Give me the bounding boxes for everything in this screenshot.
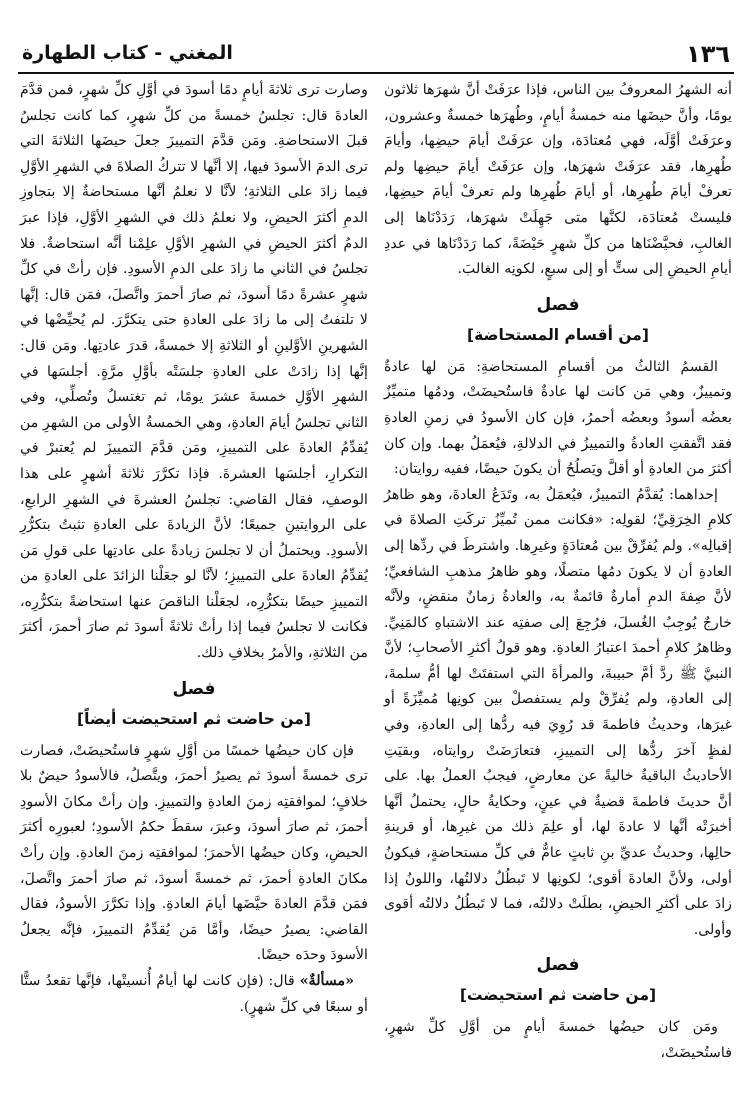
running-title: المغني - كتاب الطهارة	[22, 42, 233, 64]
page-header	[18, 40, 734, 70]
right-column	[384, 78, 732, 1067]
paragraph: أنه الشهرُ المعروفُ بين الناس، فإذا عرَفَتْ أنَّ شهرَها ثلاثون يومًا، وأنَّ حيضَها منه خمسةُ أيامٍ، وطُهرَها خمسةٌ وعشرون، وعرَفَتْ أوَّلَه، فهي مُعتادَة، وإن عرَفَتْ أيامَ حيضِها، وأيامَ طُهرِها، فقد عرَفَتْ شهرَها، وإن عرَفَتْ أيامَ حيضِها ولم تعرفْ أيامَ طُهرِها، أو أيامَ طُهرِها ولم تعرفْ أيامَ حيضِها، فليستْ مُعتادَة، لكنَّها متى جَهِلَتْ شهرَها، رَدَدْنَاها إلى الغالبِ، فحيَّضْنَاها من كلِّ شهرٍ حَيْضَةً، كما رَدَدْنَاها في عددِ أيامِ الحيضِ إلى ستٍّ أو إلى سبعٍ، لكونِه الغالبَ.	[384, 82, 732, 278]
section-subheading: [من حاضت ثم استحيضت أيضاً]	[77, 709, 311, 728]
section-heading: فصل	[536, 955, 580, 976]
section-heading: فصل	[536, 294, 580, 315]
masala-text: قال: (فإن كانت لها أيامٌ أُنسيتْها، فإنَّها تقعدُ ستًّا أو سبعًا في كلِّ شهرٍ).	[20, 973, 368, 1015]
section-heading: فصل	[172, 678, 216, 699]
paragraph	[20, 969, 368, 1020]
section-subheading: [من حاضت ثم استحيضت]	[459, 986, 657, 1005]
paragraph: فإن كان حيضُها خمسًا من أوَّلِ شهرٍ فاستُحيضَتْ، فصارت ترى خمسةً أسودَ ثم يصيرُ أحمرَ، ويتَّصلُ، فالأسودُ حيضٌ بلا خلافٍ؛ لموافقتِه زمنَ العادةِ والتمييزِ. وإن رأتْ مكانَ الأسودِ أحمرَ، ثم صارَ أسودَ، وعبرَ، سقطَ حكمُ الأسودِ؛ لعبورِه أكثرَ الحيضِ، وكان حيضُها الأحمرَ؛ لموافقتِه زمنَ العادةِ. وإن رأتْ مكانَ العادةِ أحمرَ، ثم خمسةً أسودَ، ثم صارَ أحمرَ واتَّصلَ، فمَن قدَّمَ العادةَ حيَّضَها أيامَ العادةِ. وإذا تكرَّرَ الأسودُ، فقال القاضي: يصيرُ حيضًا، وأمَّا مَن يُقدِّمُ التمييزَ، فإنَّه يجعلُ الأسودَ وحدَه حيضًا.	[20, 742, 368, 964]
section-subheading: [من أقسام المستحاضة]	[467, 325, 649, 344]
paragraph: القسمُ الثالثُ من أقسامِ المستحاضةِ: مَن لها عادةٌ وتمييزٌ، وهي مَن كانت لها عادةٌ فاستُحيضَتْ، ودمُها متميِّزٌ بعضُه أسودُ وبعضُه أحمرُ، فإن كان الأسودُ في زمنِ العادةِ فقد اتَّفقتِ العادةُ والتمييزُ في الدلالةِ، فيُعمَلُ بهما. وإن كان أكثرَ من العادةِ أو أقلَّ ويَصلُحُ أن يكونَ حيضًا، ففيه روايتان:	[384, 358, 732, 478]
paragraph: إحداهما: يُقدَّمُ التمييزُ، فيُعمَلُ به، وتَدَعُ العادةَ، وهو ظاهرُ كلامِ الخِرَقِيِّ؛ لقولِه: «فكانت ممن تُميِّزُ تركَتِ الصلاةَ في إقبالِه». ولم يُفرِّقْ بين مُعتادَةٍ وغيرِها. واشترطَ في ردِّها إلى العادةِ أن لا يكونَ دمُها متصلًا، وهو ظاهرُ مذهبِ الشافعيِّ؛ لأنَّ صِفةَ الدمِ أمارةٌ قائمةٌ به، والعادةُ زمانٌ منقضٍ، ولأنَّه خارجٌ يُوجِبُ الغُسلَ، فرُجِعَ إلى صفتِه عند الاشتباهِ كالمَنِيِّ. وظاهرُ كلامِ أحمدَ اعتبارُ العادةِ. وهو قولُ أكثرِ الأصحابِ؛ لأنَّ النبيَّ ﷺ ردَّ أمَّ حبيبةَ، والمرأةَ التي استفتَتْ لها أمُّ سلمةَ، إلى العادةِ، ولم يُفرِّقْ ولم يستفصلْ بين كونِها مُميِّزَةً أو غيرَها، وحديثُ فاطمةَ قد رُوِيَ فيه ردُّها إلى العادةِ، وفي لفظٍ آخرَ ردُّها إلى التمييزِ، فتعارَضَتْ روايتاه، وبقيَتِ الأحاديثُ الباقيةُ خاليةً عن معارضٍ، فيجبُ العملُ بها. على أنَّ حديثَ فاطمةَ قضيةٌ في عينٍ، وحكايةُ حالٍ، يحتملُ أنَّها أخبرَتْه أنَّها لا عادةَ لها، أو علِمَ ذلك من غيرِها، أو قرينةِ حالِها، وحديثُ عديِّ بنِ ثابتٍ عامٌّ في كلِّ مستحاضةٍ، فيكونُ أولى، ولأنَّ العادةَ أقوى؛ لكونِها لا تَبطُلُ دلالتُها، واللونُ إذا زادَ على أكثرِ الحيضِ، بطلَتْ دلالتُه، فما لا تَبطُلُ دلالتُه أقوى وأولى.	[384, 486, 732, 938]
header-rule	[18, 72, 734, 74]
paragraph: وصارت ترى ثلاثةَ أيامٍ دمًا أسودَ في أوَّلِ كلِّ شهرٍ، فمن قدَّمَ العادةَ قال: تجلسُ خمسةً من كلِّ شهرٍ، كما كانت تجلسُ قبلَ الاستحاضةِ. ومَن قدَّمَ التمييزَ جعلَ حيضَها الثلاثةَ التي ترى الدمَ الأسودَ فيها، إلا أنَّها لا تتركُ الصلاةَ في الشهرِ الأوَّلِ فيما زادَ على الثلاثةِ؛ لأنَّا لا نعلمُ أنَّها مستحاضةٌ إلا بتجاوزِ الدمِ أكثرَ الحيضِ، ولا نعلمُ ذلك في الشهرِ الأوَّلِ، فإذا عبرَ الدمُ أكثرَ الحيضِ في الشهرِ الأوَّلِ علِمْنا أنَّه استحاضةٌ. فلا تجلسُ في الثاني ما زادَ على الدمِ الأسودِ. فإن رأتْ في كلِّ شهرٍ عشرةً دمًا أسودَ، ثم صارَ أحمرَ واتَّصلَ، فمَن قال: إنَّها لا تلتفتُ إلى ما زادَ على العادةِ حتى يتكرَّرَ. لم يُحيِّضْها في الشهرينِ الأوَّلينِ أو الثلاثةِ إلا خمسةً، قدرَ عادتِها. ومَن قال: إنَّها إذا زادَتْ على العادةِ جلسَتْه بأوَّلِ مرَّةٍ. أجلسَها في الشهرِ الأوَّلِ خمسةَ عشرَ يومًا، ثم تغتسلُ وتُصلِّي، وفي الثاني تجلسُ أيامَ العادةِ، وهي الخمسةُ الأولى من الشهرِ من يُقدِّمُ العادةَ على التمييزِ، ومَن قدَّمَ التمييزَ لم يُعتبرْ في التكرارِ، أجلسَها العشرةَ. فإذا تكرَّرَ ثلاثةَ أشهرٍ على هذا الوصفِ، فقال القاضي: تجلسُ العشرةَ في الشهرِ الرابعِ، على الروايتينِ جميعًا؛ لأنَّ الزيادةَ على العادةِ تثبتُ بتكرُّرِ الأسودِ. ويحتملُ أن لا تجلسَ زيادةً على عادتِها على قولِ مَن يُقدِّمُ العادةَ على التمييزِ؛ لأنَّا لو جعَلْنا الزائدَ على العادةِ من التمييزِ حيضًا بتكرُّرِه، لجعَلْنا الناقصَ عنها استحاضةً بتكرُّرِه، فكانت لا تجلسُ فيما إذا رأتْ ثلاثةً أسودَ ثم صارَ أحمرَ، أكثرَ من الثلاثةِ، والأمرُ بخلافِ ذلك.	[20, 82, 368, 662]
masala-label: «مسألةٌ»	[299, 973, 354, 989]
left-column	[20, 78, 368, 1020]
paragraph: ومَن كان حيضُها خمسةَ أيامٍ من أوَّلِ كلِّ شهرٍ، فاستُحيضَتْ،	[384, 1019, 732, 1061]
page-number: ١٣٦	[686, 40, 730, 68]
